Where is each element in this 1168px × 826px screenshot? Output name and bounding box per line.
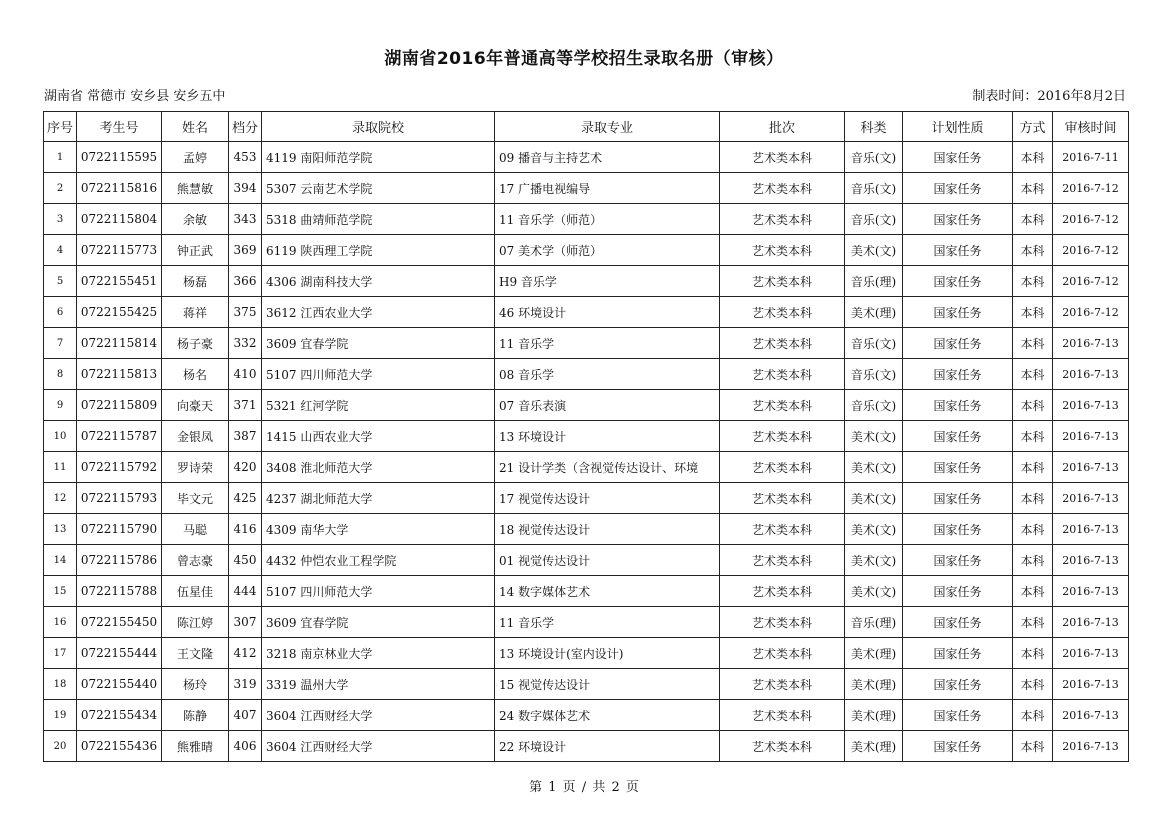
cell-category: 美术(文)	[845, 421, 903, 452]
cell-mode: 本科	[1013, 452, 1053, 483]
cell-batch: 艺术类本科	[720, 173, 845, 204]
table-row	[44, 173, 1129, 204]
cell-score: 394	[229, 173, 262, 204]
cell-exam-no: 0722115790	[77, 514, 162, 545]
cell-major: 11 音乐学	[495, 607, 720, 638]
cell-plan: 国家任务	[903, 235, 1013, 266]
table-body	[44, 142, 1129, 762]
cell-seq: 14	[44, 545, 77, 576]
cell-name: 蒋祥	[162, 297, 229, 328]
cell-batch: 艺术类本科	[720, 669, 845, 700]
cell-plan: 国家任务	[903, 297, 1013, 328]
cell-review-date: 2016-7-13	[1053, 607, 1129, 638]
cell-review-date: 2016-7-12	[1053, 173, 1129, 204]
cell-exam-no: 0722155436	[77, 731, 162, 762]
cell-exam-no: 0722115804	[77, 204, 162, 235]
cell-school: 5107 四川师范大学	[262, 359, 495, 390]
cell-major: 11 音乐学（师范）	[495, 204, 720, 235]
cell-batch: 艺术类本科	[720, 390, 845, 421]
cell-score: 332	[229, 328, 262, 359]
cell-category: 美术(理)	[845, 638, 903, 669]
cell-name: 曾志豪	[162, 545, 229, 576]
cell-seq: 8	[44, 359, 77, 390]
table-row	[44, 142, 1129, 173]
cell-batch: 艺术类本科	[720, 328, 845, 359]
cell-school: 5321 红河学院	[262, 390, 495, 421]
cell-category: 美术(文)	[845, 545, 903, 576]
cell-name: 陈静	[162, 700, 229, 731]
cell-name: 余敏	[162, 204, 229, 235]
table-row	[44, 452, 1129, 483]
cell-major: 18 视觉传达设计	[495, 514, 720, 545]
cell-seq: 11	[44, 452, 77, 483]
cell-plan: 国家任务	[903, 576, 1013, 607]
cell-mode: 本科	[1013, 700, 1053, 731]
cell-plan: 国家任务	[903, 669, 1013, 700]
cell-batch: 艺术类本科	[720, 266, 845, 297]
page-footer: 第 1 页 / 共 2 页	[529, 780, 639, 795]
cell-school: 4119 南阳师范学院	[262, 142, 495, 173]
cell-school: 5318 曲靖师范学院	[262, 204, 495, 235]
cell-major: 13 环境设计(室内设计)	[495, 638, 720, 669]
cell-category: 音乐(文)	[845, 204, 903, 235]
cell-name: 马聪	[162, 514, 229, 545]
cell-exam-no: 0722115787	[77, 421, 162, 452]
cell-name: 孟婷	[162, 142, 229, 173]
cell-name: 杨玲	[162, 669, 229, 700]
cell-review-date: 2016-7-13	[1053, 390, 1129, 421]
table-row	[44, 576, 1129, 607]
cell-seq: 1	[44, 142, 77, 173]
cell-mode: 本科	[1013, 204, 1053, 235]
cell-major: 22 环境设计	[495, 731, 720, 762]
cell-batch: 艺术类本科	[720, 576, 845, 607]
cell-exam-no: 0722155434	[77, 700, 162, 731]
cell-seq: 5	[44, 266, 77, 297]
cell-review-date: 2016-7-13	[1053, 638, 1129, 669]
cell-name: 伍星佳	[162, 576, 229, 607]
cell-seq: 16	[44, 607, 77, 638]
cell-school: 4432 仲恺农业工程学院	[262, 545, 495, 576]
cell-exam-no: 0722115813	[77, 359, 162, 390]
cell-score: 307	[229, 607, 262, 638]
cell-score: 412	[229, 638, 262, 669]
cell-category: 音乐(文)	[845, 142, 903, 173]
cell-review-date: 2016-7-13	[1053, 483, 1129, 514]
cell-mode: 本科	[1013, 638, 1053, 669]
cell-category: 音乐(文)	[845, 173, 903, 204]
cell-name: 熊慧敏	[162, 173, 229, 204]
cell-seq: 9	[44, 390, 77, 421]
cell-category: 美术(文)	[845, 452, 903, 483]
cell-category: 音乐(文)	[845, 328, 903, 359]
cell-plan: 国家任务	[903, 266, 1013, 297]
admission-table	[43, 111, 1129, 762]
cell-major: 01 视觉传达设计	[495, 545, 720, 576]
cell-major: 15 视觉传达设计	[495, 669, 720, 700]
cell-major: 07 音乐表演	[495, 390, 720, 421]
cell-mode: 本科	[1013, 514, 1053, 545]
cell-plan: 国家任务	[903, 607, 1013, 638]
cell-school: 3609 宜春学院	[262, 328, 495, 359]
cell-major: 13 环境设计	[495, 421, 720, 452]
cell-name: 向豪天	[162, 390, 229, 421]
cell-major: 24 数字媒体艺术	[495, 700, 720, 731]
cell-category: 美术(理)	[845, 297, 903, 328]
cell-name: 杨名	[162, 359, 229, 390]
cell-seq: 7	[44, 328, 77, 359]
cell-name: 罗诗荣	[162, 452, 229, 483]
cell-exam-no: 0722115809	[77, 390, 162, 421]
header-seq: 序号	[44, 112, 77, 142]
cell-school: 6119 陕西理工学院	[262, 235, 495, 266]
cell-major: 14 数字媒体艺术	[495, 576, 720, 607]
cell-school: 3612 江西农业大学	[262, 297, 495, 328]
cell-school: 3408 淮北师范大学	[262, 452, 495, 483]
header-school: 录取院校	[262, 112, 495, 142]
cell-seq: 2	[44, 173, 77, 204]
cell-batch: 艺术类本科	[720, 700, 845, 731]
cell-major: 17 广播电视编导	[495, 173, 720, 204]
cell-score: 343	[229, 204, 262, 235]
cell-batch: 艺术类本科	[720, 235, 845, 266]
cell-major: H9 音乐学	[495, 266, 720, 297]
cell-school: 4237 湖北师范大学	[262, 483, 495, 514]
cell-school: 5107 四川师范大学	[262, 576, 495, 607]
cell-score: 366	[229, 266, 262, 297]
cell-score: 371	[229, 390, 262, 421]
cell-exam-no: 0722155440	[77, 669, 162, 700]
cell-school: 3609 宜春学院	[262, 607, 495, 638]
cell-category: 美术(理)	[845, 700, 903, 731]
cell-score: 416	[229, 514, 262, 545]
cell-school: 1415 山西农业大学	[262, 421, 495, 452]
cell-school: 4309 南华大学	[262, 514, 495, 545]
cell-school: 5307 云南艺术学院	[262, 173, 495, 204]
cell-score: 319	[229, 669, 262, 700]
cell-plan: 国家任务	[903, 483, 1013, 514]
cell-score: 420	[229, 452, 262, 483]
cell-exam-no: 0722115792	[77, 452, 162, 483]
cell-plan: 国家任务	[903, 359, 1013, 390]
cell-batch: 艺术类本科	[720, 204, 845, 235]
cell-score: 375	[229, 297, 262, 328]
cell-review-date: 2016-7-13	[1053, 731, 1129, 762]
cell-exam-no: 0722115786	[77, 545, 162, 576]
cell-seq: 10	[44, 421, 77, 452]
table-row	[44, 483, 1129, 514]
table-row	[44, 669, 1129, 700]
cell-review-date: 2016-7-12	[1053, 266, 1129, 297]
cell-seq: 18	[44, 669, 77, 700]
cell-category: 美术(文)	[845, 235, 903, 266]
cell-plan: 国家任务	[903, 421, 1013, 452]
cell-school: 4306 湖南科技大学	[262, 266, 495, 297]
cell-category: 美术(文)	[845, 483, 903, 514]
cell-batch: 艺术类本科	[720, 514, 845, 545]
cell-exam-no: 0722155451	[77, 266, 162, 297]
cell-exam-no: 0722115814	[77, 328, 162, 359]
cell-category: 美术(理)	[845, 731, 903, 762]
cell-mode: 本科	[1013, 328, 1053, 359]
header-major: 录取专业	[495, 112, 720, 142]
cell-mode: 本科	[1013, 359, 1053, 390]
cell-category: 音乐(理)	[845, 607, 903, 638]
cell-major: 21 设计学类（含视觉传达设计、环境	[495, 452, 720, 483]
cell-plan: 国家任务	[903, 390, 1013, 421]
cell-score: 450	[229, 545, 262, 576]
cell-mode: 本科	[1013, 297, 1053, 328]
cell-plan: 国家任务	[903, 452, 1013, 483]
table-row	[44, 638, 1129, 669]
table-row	[44, 700, 1129, 731]
cell-exam-no: 0722155425	[77, 297, 162, 328]
header-mode: 方式	[1013, 112, 1053, 142]
header-score: 档分	[229, 112, 262, 142]
cell-review-date: 2016-7-13	[1053, 359, 1129, 390]
cell-review-date: 2016-7-13	[1053, 328, 1129, 359]
table-row	[44, 545, 1129, 576]
cell-score: 410	[229, 359, 262, 390]
cell-batch: 艺术类本科	[720, 452, 845, 483]
cell-name: 王文隆	[162, 638, 229, 669]
location-label: 湖南省 常德市 安乡县 安乡五中	[44, 89, 226, 104]
cell-mode: 本科	[1013, 421, 1053, 452]
header-plan: 计划性质	[903, 112, 1013, 142]
table-row	[44, 731, 1129, 762]
cell-school: 3218 南京林业大学	[262, 638, 495, 669]
cell-batch: 艺术类本科	[720, 731, 845, 762]
cell-major: 17 视觉传达设计	[495, 483, 720, 514]
cell-seq: 4	[44, 235, 77, 266]
header-name: 姓名	[162, 112, 229, 142]
cell-major: 07 美术学（师范）	[495, 235, 720, 266]
cell-mode: 本科	[1013, 483, 1053, 514]
cell-exam-no: 0722155450	[77, 607, 162, 638]
cell-review-date: 2016-7-12	[1053, 297, 1129, 328]
cell-review-date: 2016-7-13	[1053, 576, 1129, 607]
cell-batch: 艺术类本科	[720, 359, 845, 390]
cell-review-date: 2016-7-11	[1053, 142, 1129, 173]
cell-batch: 艺术类本科	[720, 545, 845, 576]
made-time-label: 制表时间：2016年8月2日	[972, 89, 1126, 104]
cell-score: 387	[229, 421, 262, 452]
cell-school: 3604 江西财经大学	[262, 700, 495, 731]
cell-mode: 本科	[1013, 173, 1053, 204]
cell-plan: 国家任务	[903, 204, 1013, 235]
table-row	[44, 421, 1129, 452]
cell-batch: 艺术类本科	[720, 483, 845, 514]
cell-mode: 本科	[1013, 390, 1053, 421]
cell-name: 杨子豪	[162, 328, 229, 359]
cell-name: 熊雅晴	[162, 731, 229, 762]
header-review-date: 审核时间	[1053, 112, 1129, 142]
header-exam-no: 考生号	[77, 112, 162, 142]
cell-batch: 艺术类本科	[720, 607, 845, 638]
cell-plan: 国家任务	[903, 545, 1013, 576]
cell-plan: 国家任务	[903, 142, 1013, 173]
cell-score: 453	[229, 142, 262, 173]
cell-seq: 15	[44, 576, 77, 607]
cell-plan: 国家任务	[903, 328, 1013, 359]
cell-name: 陈江婷	[162, 607, 229, 638]
cell-category: 美术(理)	[845, 669, 903, 700]
cell-score: 406	[229, 731, 262, 762]
cell-mode: 本科	[1013, 576, 1053, 607]
cell-review-date: 2016-7-13	[1053, 545, 1129, 576]
cell-mode: 本科	[1013, 731, 1053, 762]
cell-exam-no: 0722115793	[77, 483, 162, 514]
cell-plan: 国家任务	[903, 700, 1013, 731]
cell-name: 杨磊	[162, 266, 229, 297]
cell-seq: 3	[44, 204, 77, 235]
cell-mode: 本科	[1013, 142, 1053, 173]
cell-review-date: 2016-7-13	[1053, 421, 1129, 452]
cell-mode: 本科	[1013, 235, 1053, 266]
table-header-row	[44, 112, 1129, 142]
cell-review-date: 2016-7-12	[1053, 204, 1129, 235]
cell-name: 钟正武	[162, 235, 229, 266]
cell-category: 音乐(理)	[845, 266, 903, 297]
table-row	[44, 514, 1129, 545]
cell-review-date: 2016-7-13	[1053, 700, 1129, 731]
cell-major: 11 音乐学	[495, 328, 720, 359]
page-title: 湖南省2016年普通高等学校招生录取名册（审核）	[384, 49, 784, 69]
cell-category: 音乐(文)	[845, 359, 903, 390]
cell-mode: 本科	[1013, 669, 1053, 700]
cell-seq: 17	[44, 638, 77, 669]
cell-seq: 13	[44, 514, 77, 545]
cell-exam-no: 0722155444	[77, 638, 162, 669]
cell-batch: 艺术类本科	[720, 297, 845, 328]
cell-mode: 本科	[1013, 545, 1053, 576]
cell-major: 08 音乐学	[495, 359, 720, 390]
table-row	[44, 235, 1129, 266]
cell-category: 美术(文)	[845, 576, 903, 607]
cell-review-date: 2016-7-12	[1053, 235, 1129, 266]
cell-category: 音乐(文)	[845, 390, 903, 421]
cell-category: 美术(文)	[845, 514, 903, 545]
cell-review-date: 2016-7-13	[1053, 452, 1129, 483]
cell-name: 毕文元	[162, 483, 229, 514]
cell-plan: 国家任务	[903, 731, 1013, 762]
cell-major: 09 播音与主持艺术	[495, 142, 720, 173]
cell-mode: 本科	[1013, 266, 1053, 297]
cell-review-date: 2016-7-13	[1053, 669, 1129, 700]
cell-batch: 艺术类本科	[720, 142, 845, 173]
cell-exam-no: 0722115773	[77, 235, 162, 266]
cell-batch: 艺术类本科	[720, 638, 845, 669]
cell-review-date: 2016-7-13	[1053, 514, 1129, 545]
cell-score: 444	[229, 576, 262, 607]
table-row	[44, 328, 1129, 359]
table-row	[44, 390, 1129, 421]
cell-plan: 国家任务	[903, 638, 1013, 669]
cell-seq: 6	[44, 297, 77, 328]
cell-name: 金银凤	[162, 421, 229, 452]
cell-batch: 艺术类本科	[720, 421, 845, 452]
cell-school: 3604 江西财经大学	[262, 731, 495, 762]
cell-exam-no: 0722115788	[77, 576, 162, 607]
cell-school: 3319 温州大学	[262, 669, 495, 700]
cell-score: 369	[229, 235, 262, 266]
table-row	[44, 359, 1129, 390]
cell-seq: 12	[44, 483, 77, 514]
cell-mode: 本科	[1013, 607, 1053, 638]
cell-seq: 20	[44, 731, 77, 762]
cell-major: 46 环境设计	[495, 297, 720, 328]
table-row	[44, 266, 1129, 297]
table-row	[44, 607, 1129, 638]
cell-score: 407	[229, 700, 262, 731]
cell-seq: 19	[44, 700, 77, 731]
cell-plan: 国家任务	[903, 173, 1013, 204]
header-category: 科类	[845, 112, 903, 142]
cell-exam-no: 0722115816	[77, 173, 162, 204]
cell-score: 425	[229, 483, 262, 514]
header-batch: 批次	[720, 112, 845, 142]
table-row	[44, 297, 1129, 328]
cell-exam-no: 0722115595	[77, 142, 162, 173]
cell-plan: 国家任务	[903, 514, 1013, 545]
table-row	[44, 204, 1129, 235]
